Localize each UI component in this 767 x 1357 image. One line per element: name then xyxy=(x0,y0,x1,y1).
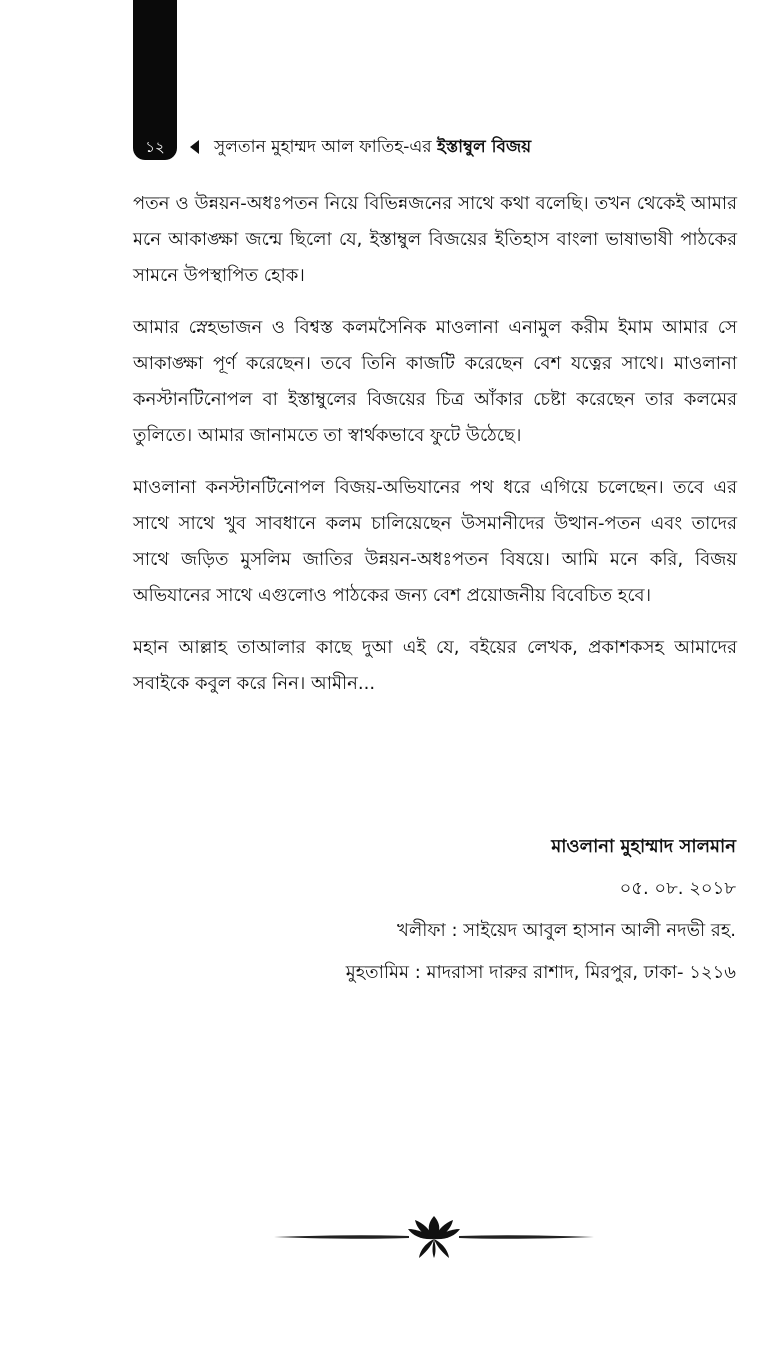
paragraph: পতন ও উন্নয়ন-অধঃপতন নিয়ে বিভিন্নজনের সাথে কথা বলেছি। তখন থেকেই আমার মনে আকাঙ্ক্ষা জন্মে ছিলো যে, ইস্তাম্বুল বিজয়ের ইতিহাস বাংলা ভাষাভাষী পাঠকের সামনে উপস্থাপিত হোক। xyxy=(133,193,737,286)
signatory-title-2: মুহতামিম : মাদরাসা দারুর রাশাদ, মিরপুর, ঢাকা- ১২১৬ xyxy=(345,962,736,983)
book-title-bold: ইস্তাম্বুল বিজয় xyxy=(437,137,532,157)
running-head xyxy=(214,133,531,161)
signature-date: ০৫. ০৮. ২০১৮ xyxy=(619,878,736,899)
signatory-title-1: খলীফা : সাইয়েদ আবুল হাসান আলী নদভী রহ. xyxy=(397,920,736,941)
paragraph: আমার স্নেহভাজন ও বিশ্বস্ত কলমসৈনিক মাওলানা এনামুল করীম ইমাম আমার সে আকাঙ্ক্ষা পূর্ণ করেছেন। তবে তিনি কাজটি করেছেন বেশ যত্নের সাথে। মাওলানা কনস্টানটিনোপল বা ইস্তাম্বুলের বিজয়ের চিত্র আঁকার চেষ্টা করেছেন তার কলমের তুলিতে। আমার জানামতে তা স্বার্থকভাবে ফুটে উঠেছে। xyxy=(133,317,737,446)
signature-block xyxy=(346,826,736,994)
lotus-ornament-icon xyxy=(274,1212,594,1262)
book-title-prefix: সুলতান মুহাম্মদ আল ফাতিহ-এর xyxy=(214,137,432,157)
paragraph: মাওলানা কনস্টানটিনোপল বিজয়-অভিযানের পথ ধরে এগিয়ে চলেছেন। তবে এর সাথে সাথে খুব সাবধানে কলম চালিয়েছেন উসমানীদের উত্থান-পতন এবং তাদের সাথে জড়িত মুসলিম জাতির উন্নয়ন-অধঃপতন বিষয়ে। আমি মনে করি, বিজয় অভিযানের সাথে এগুলোও পাঠকের জন্য বেশ প্রয়োজনীয় বিবেচিত হবে। xyxy=(133,477,737,606)
triangle-left-icon xyxy=(190,140,199,154)
signatory-name: মাওলানা মুহাম্মাদ সালমান xyxy=(551,836,736,857)
body-text xyxy=(133,186,737,718)
page-number: ১২ xyxy=(145,138,165,156)
paragraph: মহান আল্লাহ তাআলার কাছে দুআ এই যে, বইয়ের লেখক, প্রকাশকসহ আমাদের সবাইকে কবুল করে নিন। আমীন... xyxy=(133,637,737,694)
